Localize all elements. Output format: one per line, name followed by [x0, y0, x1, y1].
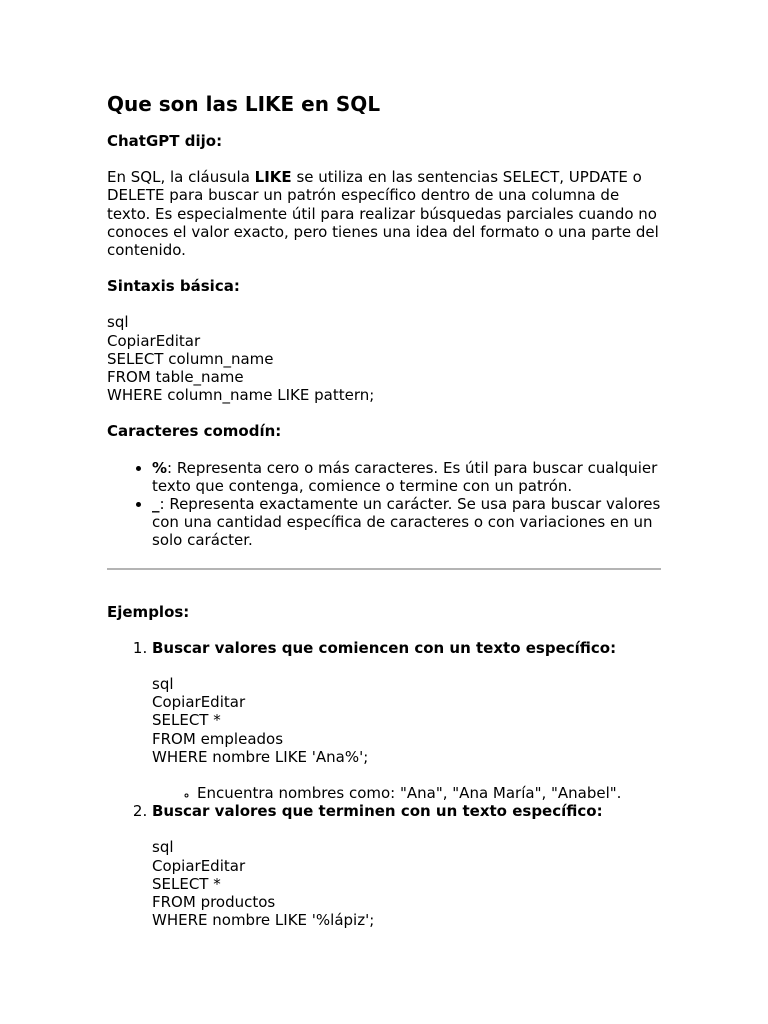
code-line: SELECT column_name [107, 349, 274, 368]
code-line: FROM productos [152, 893, 276, 912]
code-line: SELECT * [152, 874, 221, 893]
copy-edit-label: CopiarEditar [152, 856, 246, 875]
example-note: ◦ Encuentra nombres como: "Ana", "Ana María", "Anabel". [197, 784, 667, 802]
code-line: WHERE column_name LIKE pattern; [107, 386, 375, 405]
wildcard-description: : Representa cero o más caracteres. Es útil para buscar cualquier texto que contenga, comience o termine con un patrón. [152, 458, 658, 495]
example-title: 2. Buscar valores que terminen con un texto específico: [152, 802, 603, 821]
syntax-code-block [107, 313, 667, 404]
examples-heading: Ejemplos: [107, 602, 190, 621]
wildcards-heading: Caracteres comodín: [107, 422, 282, 441]
list-item [152, 495, 667, 550]
wildcard-symbol: % [152, 458, 168, 477]
document-title: Que son las LIKE en SQL [107, 92, 381, 116]
list-item [152, 459, 667, 495]
example-title: 1. Buscar valores que comiencen con un texto específico: [152, 638, 617, 657]
code-line: FROM table_name [107, 368, 244, 387]
code-line: sql [107, 313, 129, 332]
code-line: WHERE nombre LIKE 'Ana%'; [152, 747, 369, 766]
author-label: ChatGPT dijo: [107, 132, 223, 150]
code-line: sql [152, 675, 174, 694]
intro-keyword: LIKE [254, 168, 292, 187]
copy-edit-label: CopiarEditar [107, 331, 201, 350]
list-item [152, 802, 667, 929]
syntax-heading: Sintaxis básica: [107, 277, 240, 296]
example-notes [152, 784, 667, 802]
intro-paragraph [107, 168, 667, 259]
section-divider [107, 568, 661, 570]
intro-text-after: se utiliza en las sentencias SELECT, UPDATE o DELETE para buscar un patrón específico dentro de una columna de texto. Es especialmente útil para realizar búsquedas parciales cuando no conoces el valor exacto, pero tienes una idea del formato o una parte del contenido. [107, 168, 659, 260]
wildcard-symbol: _ [152, 495, 160, 514]
document-content [107, 90, 667, 948]
examples-list [107, 639, 667, 930]
list-item [152, 639, 667, 802]
code-line: FROM empleados [152, 729, 284, 748]
example-code-block [152, 838, 667, 929]
code-line: sql [152, 838, 174, 857]
intro-text-before: En SQL, la cláusula [107, 168, 255, 187]
copy-edit-label: CopiarEditar [152, 693, 246, 712]
example-code-block [152, 675, 667, 766]
code-line: WHERE nombre LIKE '%lápiz'; [152, 911, 375, 930]
code-line: SELECT * [152, 711, 221, 730]
wildcard-description: : Representa exactamente un carácter. Se usa para buscar valores con una cantidad específica de caracteres o con variaciones en un solo carácter. [152, 495, 661, 550]
wildcards-list [107, 459, 667, 550]
